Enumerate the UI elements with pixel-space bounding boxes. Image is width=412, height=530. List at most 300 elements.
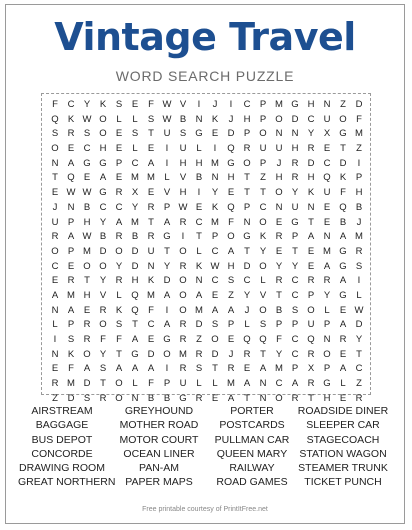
grid-letter: C — [275, 378, 283, 390]
grid-letter: U — [51, 216, 59, 228]
grid-letter: P — [243, 201, 251, 213]
grid-letter: R — [227, 363, 235, 375]
grid-letter: B — [99, 231, 107, 243]
grid-letter: D — [67, 392, 75, 404]
grid-letter: C — [291, 348, 299, 360]
grid-letter: H — [99, 143, 107, 155]
grid-letter: E — [339, 348, 347, 360]
grid-letter: A — [67, 231, 75, 243]
grid-letter: M — [147, 172, 155, 184]
grid-letter: R — [115, 187, 123, 199]
grid-letter: Y — [211, 187, 219, 199]
grid-letter: G — [99, 187, 107, 199]
grid-letter: R — [243, 143, 251, 155]
grid-letter: F — [148, 378, 154, 390]
grid-letter: O — [51, 245, 59, 257]
grid-letter: G — [131, 348, 139, 360]
grid-letter: L — [116, 289, 122, 301]
grid-letter: A — [147, 363, 155, 375]
grid-letter: J — [52, 201, 58, 213]
grid-letter: K — [211, 113, 219, 125]
grid-letter: C — [99, 201, 107, 213]
grid-letter: U — [147, 245, 155, 257]
grid-letter: A — [99, 172, 107, 184]
grid-letter: U — [291, 201, 299, 213]
grid-letter: H — [131, 275, 139, 287]
grid-letter: O — [51, 143, 59, 155]
grid-letter: O — [99, 319, 107, 331]
grid-letter: M — [179, 348, 187, 360]
grid-letter: A — [115, 216, 123, 228]
grid-letter: S — [195, 363, 203, 375]
word-list-item: POSTCARDS — [219, 419, 285, 432]
grid-letter: P — [291, 319, 299, 331]
grid-letter: R — [115, 275, 123, 287]
grid-letter: S — [211, 319, 219, 331]
grid-letter: P — [115, 157, 123, 169]
grid-letter: E — [275, 216, 283, 228]
grid-letter: B — [163, 392, 171, 404]
grid-letter: M — [147, 289, 155, 301]
grid-letter: D — [227, 128, 235, 140]
grid-letter: K — [211, 201, 219, 213]
grid-letter: E — [115, 143, 123, 155]
grid-letter: Y — [83, 99, 91, 110]
grid-letter: E — [147, 143, 155, 155]
grid-letter: K — [307, 187, 315, 199]
grid-letter: P — [355, 172, 363, 184]
grid-letter: A — [259, 363, 267, 375]
grid-letter: F — [340, 187, 346, 199]
grid-letter: Y — [307, 128, 315, 140]
grid-letter: T — [100, 378, 106, 390]
grid-letter: N — [51, 157, 59, 169]
grid-letter: C — [355, 363, 363, 375]
word-list-item: QUEEN MARY — [216, 447, 288, 460]
grid-letter: I — [357, 157, 361, 169]
grid-letter: K — [115, 304, 123, 316]
grid-letter: E — [243, 363, 251, 375]
grid-letter: E — [211, 128, 219, 140]
grid-letter: T — [308, 392, 314, 404]
grid-letter: Y — [355, 334, 363, 345]
grid-letter: A — [307, 231, 315, 243]
grid-letter: Q — [227, 201, 235, 213]
grid-letter: R — [179, 334, 187, 345]
grid-letter: L — [340, 378, 346, 390]
grid-letter: H — [291, 143, 299, 155]
grid-letter: S — [83, 128, 91, 140]
grid-letter: C — [195, 216, 203, 228]
grid-letter: R — [67, 275, 75, 287]
word-list-item: BAGGAGE — [35, 419, 89, 432]
grid-letter: K — [259, 231, 267, 243]
grid-letter: N — [275, 128, 283, 140]
word-list-item: MOTOR COURT — [119, 433, 199, 446]
grid-letter: A — [67, 304, 75, 316]
grid-letter: E — [227, 334, 235, 345]
grid-letter: S — [291, 304, 299, 316]
grid-letter: W — [354, 304, 364, 316]
grid-letter: S — [99, 363, 107, 375]
grid-letter: M — [211, 157, 219, 169]
word-list-item: GREAT NORTHERN — [18, 476, 116, 489]
grid-letter: N — [195, 275, 203, 287]
grid-letter: Y — [291, 187, 299, 199]
grid-letter: N — [323, 99, 331, 110]
grid-letter: C — [211, 245, 219, 257]
grid-letter: O — [211, 334, 219, 345]
grid-letter: T — [292, 245, 298, 257]
word-list-item: SLEEPER CAR — [306, 419, 380, 432]
grid-letter: F — [68, 363, 74, 375]
grid-letter: I — [229, 99, 233, 110]
grid-letter: Z — [356, 143, 362, 155]
grid-letter: K — [67, 348, 75, 360]
grid-letter: B — [355, 201, 363, 213]
grid-letter: Y — [163, 260, 171, 272]
grid-letter: N — [275, 201, 283, 213]
grid-letter: O — [323, 348, 331, 360]
grid-letter: P — [67, 245, 75, 257]
grid-letter: T — [244, 392, 250, 404]
grid-letter: P — [259, 113, 267, 125]
grid-letter: I — [181, 231, 185, 243]
grid-letter: G — [323, 378, 331, 390]
grid-letter: G — [339, 289, 347, 301]
grid-letter: X — [323, 128, 331, 140]
grid-letter: D — [131, 245, 139, 257]
grid-letter: K — [339, 172, 347, 184]
word-list-item: PAN-AM — [138, 462, 180, 475]
grid-letter: K — [195, 260, 203, 272]
grid-letter: Y — [115, 260, 123, 272]
grid-letter: E — [51, 187, 59, 199]
grid-letter: U — [179, 143, 187, 155]
grid-letter: H — [323, 392, 331, 404]
grid-letter: O — [115, 245, 123, 257]
grid-letter: Q — [243, 334, 251, 345]
grid-letter: T — [260, 348, 266, 360]
grid-letter: E — [339, 392, 347, 404]
grid-letter: T — [52, 172, 58, 184]
grid-letter: R — [179, 260, 187, 272]
grid-letter: Z — [196, 334, 202, 345]
grid-letter: I — [197, 187, 201, 199]
grid-letter: E — [115, 128, 123, 140]
grid-letter: R — [195, 348, 203, 360]
grid-letter: T — [244, 187, 250, 199]
grid-letter: N — [291, 128, 299, 140]
grid-letter: E — [51, 275, 59, 287]
grid-letter: J — [356, 216, 362, 228]
grid-letter: O — [275, 113, 283, 125]
grid-letter: B — [131, 231, 139, 243]
grid-letter: J — [276, 157, 282, 169]
grid-letter: M — [275, 99, 283, 110]
grid-letter: F — [148, 99, 154, 110]
grid-letter: J — [244, 304, 250, 316]
grid-letter: C — [131, 157, 139, 169]
grid-letter: Y — [99, 275, 107, 287]
grid-letter: I — [165, 363, 169, 375]
grid-letter: Y — [131, 201, 139, 213]
grid-letter: R — [307, 275, 315, 287]
grid-letter: O — [275, 392, 283, 404]
grid-letter: A — [339, 319, 347, 331]
grid-letter: T — [212, 363, 218, 375]
grid-letter: I — [165, 157, 169, 169]
grid-letter: G — [179, 392, 187, 404]
grid-letter: D — [99, 245, 107, 257]
grid-letter: L — [164, 172, 170, 184]
grid-letter: C — [67, 99, 75, 110]
grid-letter: E — [323, 143, 331, 155]
grid-letter: C — [291, 289, 299, 301]
grid-letter: Y — [99, 348, 107, 360]
grid-letter: K — [67, 113, 75, 125]
grid-letter: E — [339, 304, 347, 316]
grid-letter: N — [259, 378, 267, 390]
grid-letter: Q — [67, 172, 75, 184]
grid-letter: E — [83, 172, 91, 184]
grid-letter: Z — [356, 378, 362, 390]
grid-letter: S — [115, 319, 123, 331]
grid-letter: A — [131, 363, 139, 375]
grid-letter: O — [243, 157, 251, 169]
grid-letter: R — [307, 348, 315, 360]
grid-letter: I — [197, 99, 201, 110]
grid-letter: U — [259, 143, 267, 155]
word-list-item: DRAWING ROOM — [19, 462, 105, 475]
grid-letter: A — [163, 216, 171, 228]
grid-letter: D — [291, 113, 299, 125]
grid-letter: T — [164, 245, 170, 257]
grid-letter: A — [195, 289, 203, 301]
grid-letter: V — [259, 289, 267, 301]
grid-letter: F — [276, 334, 282, 345]
grid-letter: S — [355, 260, 363, 272]
grid-letter: P — [307, 289, 315, 301]
grid-letter: R — [355, 245, 363, 257]
grid-letter: D — [163, 275, 171, 287]
grid-letter: D — [355, 99, 363, 110]
grid-letter: W — [162, 113, 172, 125]
grid-letter: R — [115, 231, 123, 243]
grid-letter: L — [132, 113, 138, 125]
grid-letter: L — [132, 143, 138, 155]
grid-letter: A — [131, 334, 139, 345]
grid-letter: R — [195, 392, 203, 404]
grid-letter: R — [147, 201, 155, 213]
grid-letter: P — [163, 378, 171, 390]
grid-letter: P — [323, 319, 331, 331]
grid-letter: R — [179, 363, 187, 375]
grid-letter: A — [243, 378, 251, 390]
grid-letter: T — [116, 348, 122, 360]
grid-letter: L — [52, 319, 58, 331]
grid-letter: W — [82, 113, 92, 125]
page-title: Vintage Travel — [54, 15, 356, 59]
grid-letter: C — [147, 319, 155, 331]
grid-letter: C — [83, 143, 91, 155]
grid-letter: I — [165, 304, 169, 316]
grid-letter: T — [148, 128, 154, 140]
grid-letter: O — [259, 216, 267, 228]
grid-letter: A — [147, 157, 155, 169]
grid-letter: H — [307, 99, 315, 110]
grid-letter: L — [260, 275, 266, 287]
grid-letter: M — [355, 128, 363, 140]
grid-letter: T — [276, 289, 282, 301]
grid-letter: E — [83, 304, 91, 316]
grid-letter: L — [244, 319, 250, 331]
grid-letter: T — [84, 275, 90, 287]
grid-letter: O — [115, 392, 123, 404]
grid-letter: H — [83, 289, 91, 301]
grid-letter: M — [67, 378, 75, 390]
grid-letter: E — [131, 99, 139, 110]
word-list-item: ROADSIDE DINER — [297, 405, 389, 417]
grid-letter: S — [227, 275, 235, 287]
grid-letter: E — [307, 245, 315, 257]
grid-letter: H — [179, 157, 187, 169]
grid-letter: R — [147, 231, 155, 243]
grid-letter: N — [259, 392, 267, 404]
grid-letter: P — [259, 99, 267, 110]
grid-letter: Z — [52, 392, 58, 404]
word-list-item: STEAMER TRUNK — [298, 462, 388, 475]
grid-letter: M — [211, 216, 219, 228]
grid-letter: L — [196, 378, 202, 390]
grid-letter: G — [243, 231, 251, 243]
grid-letter: N — [243, 216, 251, 228]
grid-letter: G — [339, 260, 347, 272]
grid-letter: K — [99, 99, 107, 110]
grid-letter: R — [51, 231, 59, 243]
word-list — [18, 404, 394, 489]
grid-letter: B — [339, 216, 347, 228]
grid-letter: X — [131, 187, 139, 199]
grid-letter: R — [275, 231, 283, 243]
grid-letter: Z — [228, 289, 234, 301]
footer-credit: Free printable courtesy of PrintItFree.net — [142, 506, 268, 513]
grid-letter: F — [52, 99, 58, 110]
grid-letter: N — [51, 348, 59, 360]
grid-letter: C — [307, 113, 315, 125]
grid-letter: E — [227, 187, 235, 199]
grid-letter: N — [307, 201, 315, 213]
grid-letter: W — [82, 187, 92, 199]
grid-letter: M — [323, 245, 331, 257]
grid-letter: T — [356, 348, 362, 360]
grid-letter: N — [147, 260, 155, 272]
grid-letter: E — [147, 187, 155, 199]
grid-letter: M — [275, 363, 283, 375]
grid-letter: R — [291, 157, 299, 169]
grid-letter: O — [227, 231, 235, 243]
grid-letter: E — [323, 201, 331, 213]
grid-letter: G — [163, 334, 171, 345]
grid-letter: P — [227, 319, 235, 331]
grid-letter: K — [147, 275, 155, 287]
grid-letter: O — [275, 187, 283, 199]
grid-letter: A — [227, 304, 235, 316]
grid-letter: G — [99, 157, 107, 169]
grid-letter: Y — [275, 348, 283, 360]
grid-letter: T — [132, 319, 138, 331]
grid-letter: S — [51, 128, 59, 140]
grid-letter: H — [227, 260, 235, 272]
grid-letter: P — [291, 363, 299, 375]
grid-letter: D — [195, 319, 203, 331]
grid-letter: U — [275, 143, 283, 155]
grid-letter: N — [51, 304, 59, 316]
grid-letter: W — [66, 187, 76, 199]
grid-letter: S — [67, 334, 75, 345]
grid-letter: R — [243, 348, 251, 360]
grid-letter: A — [227, 245, 235, 257]
grid-letter: A — [51, 289, 59, 301]
grid-letter: O — [163, 348, 171, 360]
grid-letter: R — [83, 334, 91, 345]
word-list-item: TICKET PUNCH — [304, 476, 382, 489]
grid-letter: V — [163, 187, 171, 199]
grid-letter: R — [307, 143, 315, 155]
grid-letter: R — [179, 216, 187, 228]
grid-letter: M — [355, 231, 363, 243]
grid-letter: D — [131, 260, 139, 272]
grid-letter: Q — [131, 304, 139, 316]
grid-letter: R — [51, 378, 59, 390]
grid-letter: D — [339, 157, 347, 169]
grid-letter: A — [83, 363, 91, 375]
grid-letter: Y — [291, 260, 299, 272]
grid-letter: B — [179, 113, 187, 125]
grid-letter: H — [355, 187, 363, 199]
grid-letter: O — [179, 289, 187, 301]
grid-letter: A — [323, 260, 331, 272]
grid-letter: O — [99, 113, 107, 125]
word-list-item: STAGECOACH — [306, 433, 380, 446]
grid-letter: O — [179, 304, 187, 316]
grid-letter: Y — [275, 260, 283, 272]
grid-letter: F — [148, 304, 154, 316]
grid-letter: I — [213, 143, 217, 155]
grid-letter: C — [323, 157, 331, 169]
grid-letter: S — [83, 392, 91, 404]
grid-letter: O — [115, 378, 123, 390]
grid-letter: M — [131, 216, 139, 228]
grid-letter: Y — [243, 289, 251, 301]
word-list-item: ROAD GAMES — [216, 476, 288, 489]
grid-letter: G — [163, 231, 171, 243]
grid-letter: H — [227, 172, 235, 184]
grid-letter: P — [67, 319, 75, 331]
grid-letter: A — [163, 319, 171, 331]
grid-letter: V — [179, 99, 187, 110]
grid-letter: C — [259, 201, 267, 213]
grid-letter: R — [355, 392, 363, 404]
grid-letter: N — [131, 392, 139, 404]
grid-letter: O — [83, 348, 91, 360]
grid-letter: C — [291, 334, 299, 345]
grid-letter: A — [339, 363, 347, 375]
grid-letter: X — [307, 363, 315, 375]
word-list-item: BUS DEPOT — [31, 433, 93, 446]
grid-letter: Y — [259, 245, 267, 257]
grid-letter: N — [195, 113, 203, 125]
